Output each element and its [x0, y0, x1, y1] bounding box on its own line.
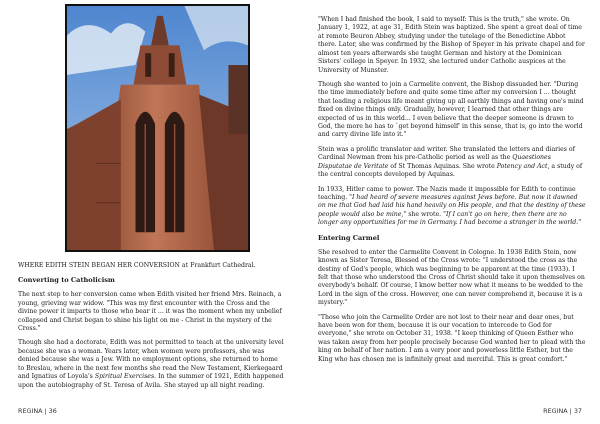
cathedral-image	[67, 6, 248, 250]
page-footer-right: REGINA | 37	[543, 407, 582, 415]
cathedral-photo	[65, 4, 250, 252]
paragraph: "When I had finished the book, I said to myself: This is the truth," she wrote. On January 1, 1922, at age 31, Edith Stein was baptized. She spent a great deal of time at remote Beuron Abbey, studying under the tutelage of the Benedictine Abbot there. Later, she was confirmed by the Bishop of Speyer in his private chapel and for almost ten years afterwards she taught German and history at the Dominican Sisters' college in Speyer. In 1932, she lectured under Catholic auspices at the University of Munster.	[318, 16, 585, 74]
paragraph: In 1933, Hitler came to power. The Nazis made it impossible for Edith to continue teaching. "I had heard of severe measures against Jews before. But now it dawned on me that God had laid his hand heavily on His people, and that the destiny of these people would also be mine," she wrote. "If I can't go on here, then there are no longer any opportunities for me in Germany. I had become a stranger in the world."	[318, 185, 586, 227]
paragraph: "Those who join the Carmelite Order are not lost to their near and dear ones, but have been won for them, because it is our vocation to intercede to God for everyone," she wrote on October 31, 1938. "I keep thinking of Queen Esther who was taken away from her people precisely because God wanted her to plead with the king on behalf of her nation. I am a very poor and powerless little Esther, but the King who has chosen me is infinitely great and merciful. This is great comfort."	[318, 313, 586, 363]
paragraph: Stein was a prolific translator and writer. She translated the letters and diaries of Cardinal Newman from his pre-Catholic period as well as the Quaestiones Disputatae de Veritate of St Thomas Aquinas. She wrote Potency and Act, a study of the central concepts developed by Aquinas.	[318, 145, 583, 179]
right-page	[300, 0, 600, 424]
paragraph: Though she wanted to join a Carmelite convent, the Bishop dissuaded her. "During the time immediately before and quite some time after my conversion I ... thought that leading a religious life meant giving up all earthly things and having one's mind fixed on divine things only. Gradually, however, I learned that other things are expected of us in this world... I even believe that the deeper someone is drawn to God, the more he has to `get beyond himself' in this sense, that is, go into the world and carry divine life into it."	[318, 80, 584, 139]
paragraph: Though she had a doctorate, Edith was not permitted to teach at the university level because she was a woman. Years later, when women were professors, she was denied because she was a Jew. With no employment options, she returned to home to Breslau, where in the next few months she read the New Testament, Kierkegaard and Ignatius of Loyola's Spiritual Exercises. In the summer of 1921, Edith happened upon the autobiography of St. Teresa of Avila. She stayed up all night reading.	[18, 339, 284, 389]
paragraph: She resolved to enter the Carmelite Convent in Cologne. In 1938 Edith Stein, now known as Sister Teresa, Blessed of the Cross wrote: "I understood the cross as the destiny of God's people, which was beginning to be apparent at the time (1933). I felt that those who understood the Cross of Christ should take it upon themselves on everybody's behalf. Of course, I know better now what it means to be wedded to the Lord in the sign of the cross. However, one can never comprehend it, because it is a mystery."	[318, 248, 585, 307]
paragraph: The next step to her conversion came when Edith visited her friend Mrs. Reinach, a young, grieving war widow. "This was my first encounter with the Cross and the divine power it imparts to those who bear it ... it was the moment when my unbelief collapsed and Christ began to shine his light on me - Christ in the mystery of the Cross."	[18, 291, 282, 333]
section-heading-converting: Converting to Catholicism	[18, 276, 115, 285]
section-heading-carmel: Entering Carmel	[318, 233, 380, 242]
page-footer-left: REGINA | 36	[18, 407, 57, 415]
photo-caption: WHERE EDITH STEIN BEGAN HER CONVERSION at Frankfurt Cathedral.	[18, 262, 256, 269]
right-column	[318, 16, 586, 370]
left-column	[18, 262, 284, 396]
